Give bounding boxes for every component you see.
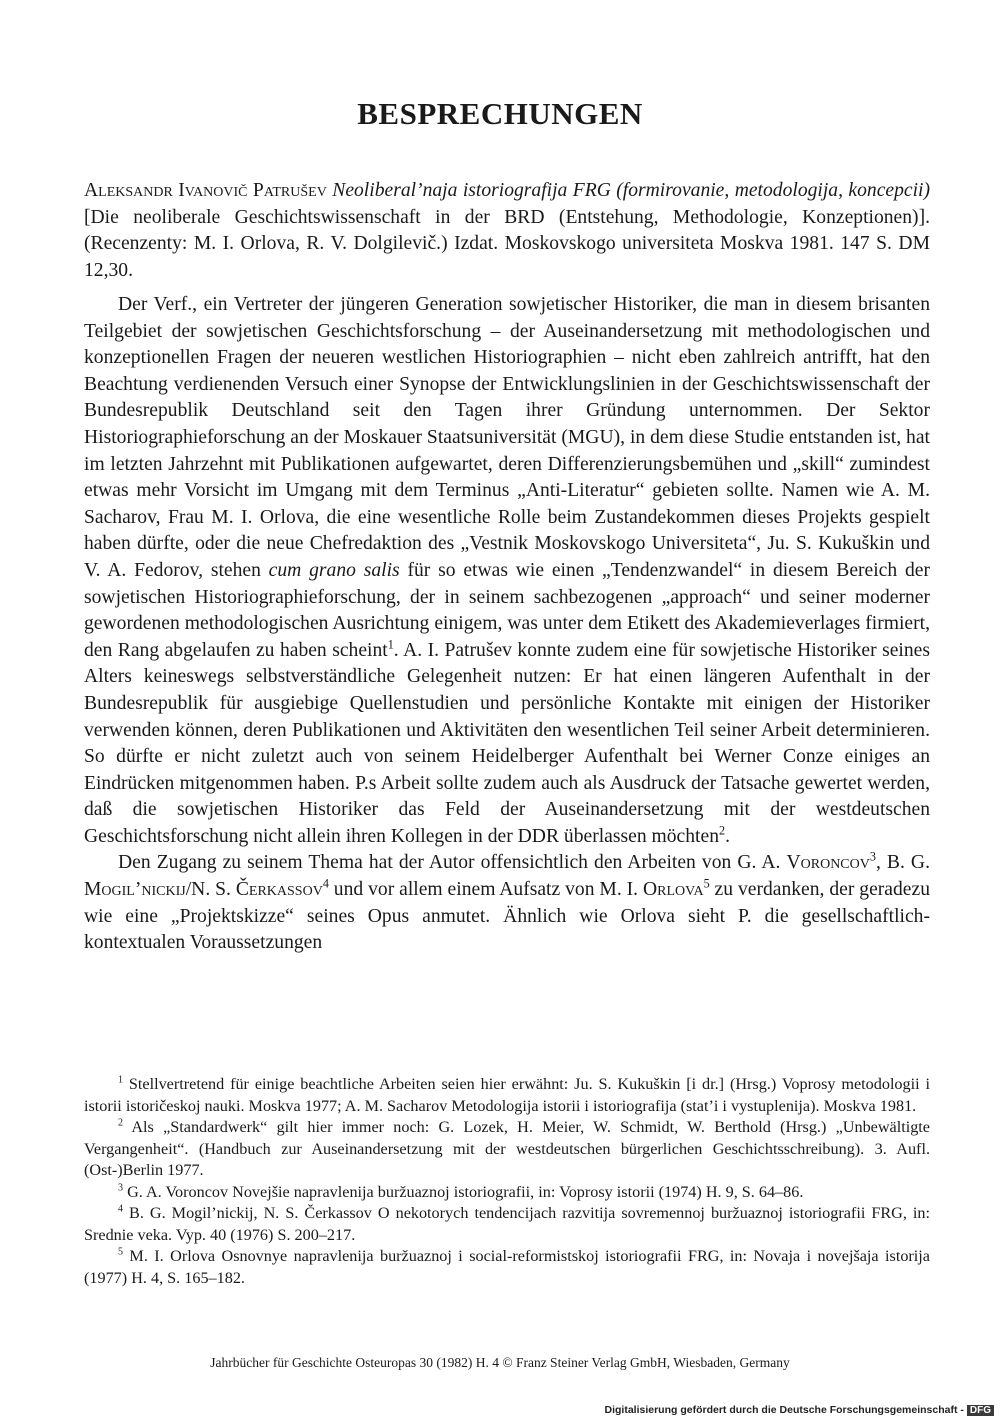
entry-details: [Die neoliberale Geschichtswissenschaft in der BRD (Entstehung, Methodologie, Konzeptionen)]. (Recenzenty: M. I. Orlova, R. V. Dolgilevič.) Izdat. Moskovskogo universiteta Moskva 1981. 147 S. DM 12,30. <box>84 206 930 281</box>
paragraph-1-text-a: Der Verf., ein Vertreter der jüngeren Generation sowjetischer Historiker, die man in diesem brisanten Teilgebiet der sowjetischen Geschichtsforschung – der Auseinandersetzung mit methodologischen und konzeptionellen Fragen der neueren westlichen Historiographien – nicht eben zahlreich antrifft, hat den Beachtung verdienenden Versuch einer Synopse der Entwicklungslinien in der Geschichtswissenschaft der Bundesrepublik Deutschland seit den Tagen ihrer Gründung unternommen. Der Sektor Historiographieforschung an der Moskauer Staatsuniversität (MGU), in dem diese Studie entstanden ist, hat im letzten Jahrzehnt mit Publikationen aufgewartet, deren Differenzierungsbemühen und „skill“ zumindest etwas mehr Vorsicht im Umgang mit dem Terminus „Anti-Literatur“ gebieten sollte. Namen wie A. M. Sacharov, Frau M. I. Orlova, die eine wesentliche Rolle beim Zustandekommen dieses Projekts gespielt haben dürfte, oder die neue Chefredaktion des „Vestnik Moskovskogo Universiteta“, Ju. S. Kukuškin und V. A. Fedorov, stehen <box>84 294 930 581</box>
latin-phrase: cum grano salis <box>268 559 400 581</box>
paragraph-2 <box>84 850 930 956</box>
footnotes <box>84 1074 930 1289</box>
footnote-text: M. I. Orlova Osnovnye napravlenija buržuaznoj i social-reformistskoj istoriografii FRG, in: Novaja i novejšaja istorija (1977) H. 4, S. 165–182. <box>84 1247 930 1287</box>
footnote-number: 5 <box>118 1246 124 1258</box>
footnote-1 <box>84 1074 930 1117</box>
digitization-note: Digitalisierung gefördert durch die Deutsche Forschungsgemeinschaft - <box>604 1404 964 1416</box>
dfg-logo-icon: DFG <box>967 1405 994 1416</box>
footnote-2 <box>84 1117 930 1182</box>
paragraph-2-text-e: zu verdanken, der geradezu wie eine „Projektskizze“ seines Opus anmutet. Ähnlich wie Orlova sieht P. die gesellschaftlich-kontextualen Voraussetzungen <box>84 879 930 954</box>
footnote-text: Stellvertretend für einige beachtliche Arbeiten seien hier erwähnt: Ju. S. Kukuškin [i dr.] (Hrsg.) Voprosy metodologii i istorii istoričeskoj nauki. Moskva 1977; A. M. Sacharov Metodologija istorii i istoriografija (stat’i i vystuplenija). Moskva 1981. <box>84 1075 930 1115</box>
footnote-number: 4 <box>118 1203 124 1215</box>
digitization-banner <box>605 1404 995 1416</box>
review-body <box>84 292 930 957</box>
paragraph-2-text-b: , B. G. <box>875 852 930 874</box>
footnote-number: 2 <box>118 1117 124 1129</box>
paragraph-2-text-c: /N. S. <box>185 879 236 901</box>
paragraph-1 <box>84 292 930 850</box>
journal-footer: Jahrbücher für Geschichte Osteuropas 30 (1982) H. 4 © Franz Steiner Verlag GmbH, Wiesbaden, Germany <box>210 1355 790 1370</box>
footnote-ref-3[interactable]: 3 <box>869 849 876 864</box>
author-name: Orlova <box>642 879 704 901</box>
page-title: BESPRECHUNGEN <box>357 96 643 131</box>
paragraph-2-text-a: Den Zugang zu seinem Thema hat der Autor offensichtlich den Arbeiten von G. A. <box>118 852 787 874</box>
footnote-ref-2[interactable]: 2 <box>719 823 726 838</box>
footnote-number: 3 <box>118 1182 124 1194</box>
footnote-ref-1[interactable]: 1 <box>387 637 394 652</box>
paragraph-1-text-b: für so etwas wie einen „Tendenzwandel“ in diesem Bereich der sowjetischen Historiographieforschung, der in seinem sachbezogenen „approach“ und seiner moderner gewordenen methodologischen Ausrichtung einigem, was unter dem Etikett des Akademieverlages firmiert, den Rang abgelaufen zu haben scheint <box>84 559 930 661</box>
entry-title: Neoliberal’naja istoriografija FRG (formirovanie, metodologija, koncepcii) <box>332 180 930 201</box>
author-name: Mogil’nickij <box>84 879 186 901</box>
footnote-3 <box>84 1182 930 1204</box>
entry-author: Aleksandr Ivanovič Patrušev <box>84 180 327 201</box>
paragraph-1-text-d: . <box>725 825 730 847</box>
footnote-number: 1 <box>118 1074 124 1086</box>
author-name: Čerkassov <box>235 879 323 901</box>
footnote-text: B. G. Mogil’nickij, N. S. Čerkassov O nekotorych tendencijach razvitija sovremennoj buržuaznoj istoriografii FRG, in: Srednie veka. Vyp. 40 (1976) S. 200–217. <box>84 1204 930 1244</box>
footnote-4 <box>84 1203 930 1246</box>
author-name: Voroncov <box>786 852 870 874</box>
footnote-ref-4[interactable]: 4 <box>322 876 329 891</box>
footnote-ref-5[interactable]: 5 <box>703 876 710 891</box>
footnote-text: G. A. Voroncov Novejšie napravlenija buržuaznoj istoriografii, in: Voprosy istorii (1974) H. 9, S. 64–86. <box>123 1182 804 1201</box>
paragraph-2-text-d: und vor allem einem Aufsatz von M. I. <box>328 879 643 901</box>
footnote-text: Als „Standardwerk“ gilt hier immer noch: G. Lozek, H. Meier, W. Schmidt, W. Berthold (Hrsg.) „Unbewältigte Vergangenheit“. (Handbuch zur Auseinandersetzung mit der westdeutschen bürgerlichen Geschichtsschreibung). 3. Aufl. (Ost-)Berlin 1977. <box>84 1118 930 1179</box>
footnote-5 <box>84 1246 930 1289</box>
bibliographic-entry <box>84 178 930 284</box>
paragraph-1-text-c: . A. I. Patrušev konnte zudem eine für sowjetische Historiker seines Alters keineswegs selbstverständliche Gelegenheit nutzen: Er hat einen längeren Aufenthalt in der Bundesrepublik für ausgiebige Quellenstudien und persönliche Kontakte mit einigen der Historiker verwenden können, deren Publikationen und Aktivitäten den wesentlichen Teil seiner Arbeit determinieren. So dürfte er nicht zuletzt auch von seinem Heidelberger Aufenthalt bei Werner Conze einiges an Eindrücken mitgenommen haben. P.s Arbeit sollte zudem auch als Ausdruck der Tatsache gewertet werden, daß die sowjetischen Historiker das Feld der Auseinandersetzung mit der westdeutschen Geschichtsforschung nicht allein ihren Kollegen in der DDR überlassen möchten <box>84 639 930 847</box>
